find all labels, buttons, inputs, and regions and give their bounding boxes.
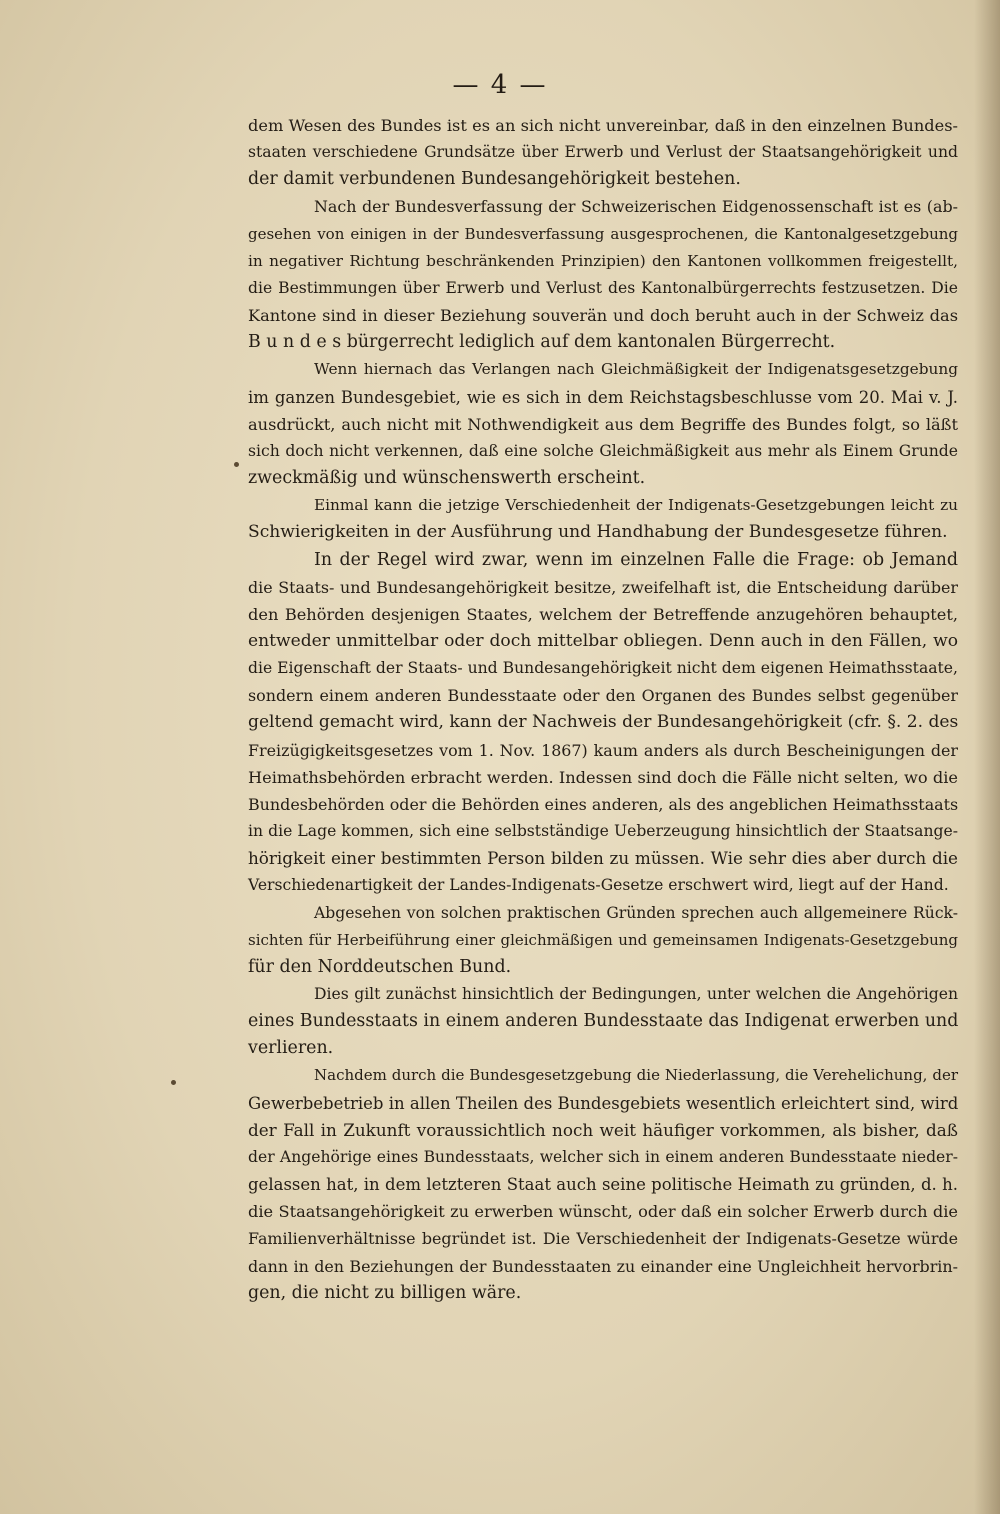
- text-line: Schwierigkeiten in der Ausführung und Handhabung der Bundesgesetze führen.: [248, 522, 948, 543]
- paragraph: [248, 1062, 958, 1306]
- paragraph: [248, 492, 958, 546]
- text-line: In der Regel wird zwar, wenn im einzelnen Falle die Frage: ob Jemand: [314, 549, 958, 570]
- text-line: ausdrückt, auch nicht mit Nothwendigkeit aus dem Begriffe des Bundes folgt, so läßt: [248, 414, 958, 434]
- text-line: Abgesehen von solchen praktischen Gründen sprechen auch allgemeinere Rück-: [314, 903, 958, 922]
- text-line: die Staatsangehörigkeit zu erwerben wünscht, oder daß ein solcher Erwerb durch die: [248, 1202, 958, 1222]
- paragraph: [248, 900, 958, 981]
- text-line: dann in den Beziehungen der Bundesstaaten zu einander eine Ungleichheit hervorbrin-: [248, 1256, 958, 1276]
- body-text: [248, 112, 958, 1307]
- text-line: für den Norddeutschen Bund.: [248, 956, 512, 977]
- text-line: Nach der Bundesverfassung der Schweizerischen Eidgenossenschaft ist es (ab-: [314, 197, 958, 217]
- text-line: zweckmäßig und wünschenswerth erscheint.: [248, 468, 646, 489]
- text-line: sich doch nicht verkennen, daß eine solche Gleichmäßigkeit aus mehr als Einem Grunde: [248, 441, 958, 460]
- text-line: der damit verbundenen Bundesangehörigkeit bestehen.: [248, 169, 741, 190]
- page-number: — 4 —: [452, 70, 548, 100]
- text-line: gen, die nicht zu billigen wäre.: [248, 1282, 522, 1303]
- paragraph: [248, 112, 958, 193]
- text-line: den Behörden desjenigen Staates, welchem der Betreffende anzugehören behauptet,: [248, 604, 958, 624]
- text-line: Bundesbehörden oder die Behörden eines anderen, als des angeblichen Heimathsstaats: [248, 794, 959, 814]
- text-line: Wenn hiernach das Verlangen nach Gleichmäßigkeit der Indigenatsgesetzgebung: [314, 360, 958, 379]
- text-line: Dies gilt zunächst hinsichtlich der Bedingungen, unter welchen die Angehörigen: [314, 985, 958, 1003]
- text-line: hörigkeit einer bestimmten Person bilden zu müssen. Wie sehr dies aber durch die: [248, 848, 958, 869]
- text-line: gelassen hat, in dem letzteren Staat auch seine politische Heimath zu gründen, d. h.: [248, 1175, 958, 1195]
- text-line: in negativer Richtung beschränkenden Prinzipien) den Kantonen vollkommen freigestellt,: [248, 251, 958, 270]
- text-line: Kantone sind in dieser Beziehung souverän und doch beruht auch in der Schweiz das: [248, 306, 958, 326]
- text-line: gesehen von einigen in der Bundesverfassung ausgesprochenen, die Kantonalgesetzgebung: [248, 224, 958, 243]
- ink-speck: [234, 462, 239, 467]
- text-line: der Angehörige eines Bundesstaats, welcher sich in einem anderen Bundesstaate nieder-: [248, 1147, 958, 1166]
- text-line: die Eigenschaft der Staats- und Bundesangehörigkeit nicht dem eigenen Heimathsstaate,: [248, 659, 958, 678]
- paragraph: [248, 356, 958, 492]
- text-line: eines Bundesstaats in einem anderen Bundesstaate das Indigenat erwerben und: [248, 1011, 959, 1032]
- text-line: entweder unmittelbar oder doch mittelbar obliegen. Denn auch in den Fällen, wo: [248, 630, 958, 651]
- paragraph: [248, 547, 958, 900]
- text-line: in die Lage kommen, sich eine selbstständige Ueberzeugung hinsichtlich der Staatsange-: [248, 822, 958, 841]
- text-line: Verschiedenartigkeit der Landes-Indigenats-Gesetze erschwert wird, liegt auf der Hand.: [248, 876, 949, 895]
- text-line: Heimathsbehörden erbracht werden. Indessen sind doch die Fälle nicht selten, wo die: [248, 767, 958, 787]
- text-line: Nachdem durch die Bundesgesetzgebung die Niederlassung, die Verehelichung, der: [314, 1066, 958, 1085]
- text-line: die Bestimmungen über Erwerb und Verlust des Kantonalbürgerrechts festzusetzen. Die: [248, 278, 958, 297]
- paragraph: [248, 193, 958, 356]
- text-line: dem Wesen des Bundes ist es an sich nicht unvereinbar, daß in den einzelnen Bundes-: [248, 116, 958, 135]
- text-line: sichten für Herbeiführung einer gleichmäßigen und gemeinsamen Indigenats-Gesetzgebung: [248, 930, 958, 949]
- text-line: verlieren.: [248, 1038, 334, 1059]
- text-line: B u n d e s bürgerrecht lediglich auf dem kantonalen Bürgerrecht.: [248, 332, 836, 353]
- text-line: Einmal kann die jetzige Verschiedenheit der Indigenats-Gesetzgebungen leicht zu: [314, 496, 958, 515]
- text-line: Gewerbebetrieb in allen Theilen des Bundesgebiets wesentlich erleichtert sind, wird: [248, 1093, 959, 1113]
- page-edge-shadow: [974, 0, 1000, 1514]
- text-line: der Fall in Zukunft voraussichtlich noch weit häufiger vorkommen, als bisher, daß: [248, 1119, 958, 1140]
- text-line: staaten verschiedene Grundsätze über Erwerb und Verlust der Staatsangehörigkeit und: [248, 143, 958, 162]
- text-line: die Staats- und Bundesangehörigkeit besitze, zweifelhaft ist, die Entscheidung darüber: [248, 577, 958, 597]
- text-line: geltend gemacht wird, kann der Nachweis der Bundesangehörigkeit (cfr. §. 2. des: [248, 712, 959, 733]
- text-line: im ganzen Bundesgebiet, wie es sich in dem Reichstagsbeschlusse vom 20. Mai v. J.: [248, 387, 958, 407]
- text-line: sondern einem anderen Bundesstaate oder den Organen des Bundes selbst gegenüber: [248, 686, 958, 706]
- text-line: Freizügigkeitsgesetzes vom 1. Nov. 1867) kaum anders als durch Bescheinigungen der: [248, 740, 958, 760]
- paragraph: [248, 981, 958, 1062]
- text-line: Familienverhältnisse begründet ist. Die Verschiedenheit der Indigenats-Gesetze würde: [248, 1229, 958, 1249]
- ink-speck: [171, 1080, 176, 1085]
